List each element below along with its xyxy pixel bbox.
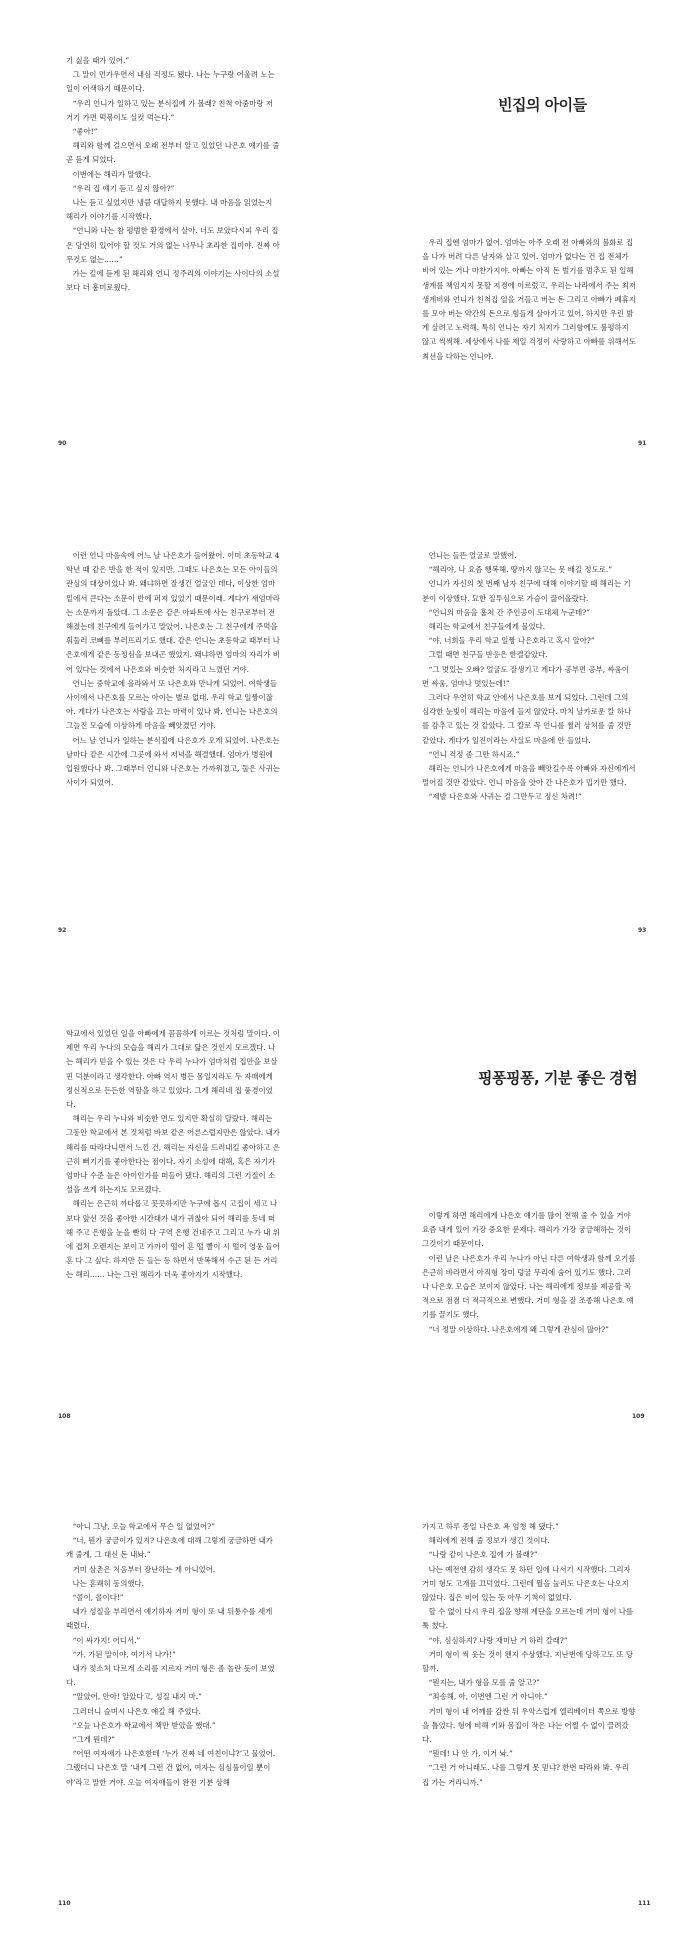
paragraph: 가지고 하루 종일 나은호 욕 엄청 해 댔다.” [422,1522,559,1531]
chapter-title: 빈집의 아이들 [498,96,587,114]
paragraph: “제발 나은호와 사귀는 걸 그만두고 정신 차려!” [428,792,582,802]
page-body [66,549,280,790]
paragraph: 이런 언니 마음속에 어느 날 나은호가 들어왔어. 이미 초등학교 4학년 때 같은 반을 한 적이 있지만, 그때도 나은호는 모든 아이들의 관심의 대상이었나 봐. 왜냐하면 잘생긴 얼굴인 데다, 이상한 엄마 밑에서 큰다는 소문이 반에 퍼져 있었기 때문이래. 게다가 새엄마라는 소문까지 돌았대. 그 소문은 같은 아파트에 사는 친구로부터 전해졌는데 친구에게 들어가고 말았어. 나은호는 그 친구에게 주먹을 휘둘러 코뼈를 부러뜨리기도 했대. 같은 언니는 초등학교 때부터 나은호에게 같은 동정심을 보내곤 했었지. 왜냐하면 엄마의 자리가 비어 있다는 것에서 나은호와 비슷한 처지라고 느꼈던 거야. [66,551,280,674]
page-93 [350,487,700,973]
paragraph: 이번에는 해리가 말했다. [72,169,152,179]
paragraph: 언니는 중학교에 올라와서 또 나은호와 만나게 되었어. 여학생들 사이에서 나은호를 모르는 아이는 별로 없대. 우리 학교 일짱이잖아. 게다가 나은호는 사람을 끄는 마력이 있나 봐. 언니는 나은호의 그늘진 모습에 이상하게 마음을 빼앗겼던 거야. [66,678,278,731]
page-body [66,1520,280,1790]
paragraph: “너, 뭔가 궁금이가 있지? 나은호에 대해 그렇게 궁금하면 내가 캐 줄게, 그 대신 돈 내놔.” [66,1536,273,1560]
page-body [66,1027,280,1283]
paragraph: “뭔지는, 내가 형을 모를 줄 알고?” [428,1678,540,1688]
page-body [422,549,636,805]
paragraph: 해리는 언니가 나은호에게 마음을 빼앗길수록 아빠와 자신에게서 멀어질 것만 같았다. 언니 마음을 앗아 간 나은호가 밉기만 했다. [422,764,636,788]
paragraph: 기 싫을 때가 있어.” [66,56,130,65]
paragraph: 거미 형이 씩 웃는 것이 왠지 수상했다. 지난번에 당하고도 또 당할까. [422,1649,633,1674]
page-90 [0,0,350,486]
paragraph: 그럴 때면 친구들 반응은 한결같았다. [428,650,548,660]
page-body [422,1209,636,1337]
paragraph: “좋아!” [72,127,98,137]
paragraph: “그게 뭔데?” [72,1735,116,1745]
paragraph: “나랑 같이 나은호 집에 가 볼래?” [428,1550,538,1560]
chapter-title: 핑퐁핑퐁, 기분 좋은 경험 [478,1069,638,1087]
paragraph: “너 정말 이상하다. 나은호에게 왜 그렇게 관심이 많아?” [428,1324,609,1334]
page-body [422,1520,636,1790]
paragraph: 해리는 우리 누나와 비슷한 면도 있지만 확실히 달랐다. 해리는 그동안 학교에서 본 것처럼 바보 같은 어른스럽지만은 않았다. 내가 해리를 따라다니면서 느낀 건, 해리는 자신을 드러내길 좋아하고 은근히 뻐기기를 좋아한다는 점이다. 자기 소설에 대해, 혹은 자기가 엄마나 수준 높은 아이인가를 떠들어 댔다. 해리의 그런 기질이 소설을 쓰게 하는지도 모르겠다. [66,1114,280,1195]
paragraph: “야, 심심하지? 나랑 재미난 거 하러 갈래?” [428,1635,568,1645]
paragraph: 내가 성질을 부리면서 얘기하자 거미 형이 또 내 뒤통수를 세게 때렸다. [66,1607,273,1631]
page-number: 108 [58,1413,71,1420]
paragraph: 해리는 학교에서 친구들에게 물었다. [428,622,546,632]
page-number: 110 [58,1900,71,1907]
paragraph: 할 수 없이 다시 우리 집을 향해 계단을 오르는데 거미 형이 나를 툭 쳤다. [422,1607,633,1631]
paragraph: “그 멋있는 오빠? 얼굴도 잘생기고 게다가 공부면 공부, 싸움이면 싸움, 엄마나 멋있는데!” [422,664,629,688]
paragraph: “알았어, 안아! 알았다고, 성질 내지 마.” [72,1692,202,1702]
paragraph: 나는 흔쾌히 동의했다. [72,1578,144,1588]
paragraph: “언니 걱정 좀 그만 하시죠.” [428,749,520,759]
paragraph: “그런 거 아니래도. 나를 그렇게 못 믿냐? 한번 따라와 봐. 우리 집 가는 거라니까.” [422,1763,629,1787]
paragraph: 거미 형이 내 어깨를 감싼 뒤 우악스럽게 엘리베이터 쪽으로 방향을 틀었다. 형에 비해 키와 몸집이 작은 나는 어쩔 수 없이 끌려갔다. [422,1706,636,1745]
page-108 [0,973,350,1459]
paragraph: “이 싸가지! 어디서.” [72,1635,141,1645]
page-110 [0,1460,350,1946]
paragraph: “오늘 나은호가 학교에서 책만 받았을 했대.” [72,1720,216,1730]
paragraph: “우리 집 얘기 듣고 싶지 않아?” [72,183,175,193]
page-111 [350,1460,700,1946]
paragraph: 어느 날 언니가 일하는 분식집에 나은호가 오게 되었어. 나은호는 날마다 같은 시간에 그곳에 와서 저녁을 해결했대. 엄마가 병원에 입원했다나 봐. 그때부터 언니와 나은호는 가까워졌고, 둘은 사귀는 사이가 되었어. [66,735,280,788]
page-92 [0,487,350,973]
paragraph: 내가 젖소처 다르게 소리를 지르자 거미 형은 좀 놀란 듯이 보였다. [66,1664,275,1688]
paragraph: 그 말이 먼가우면서 내심 걱정도 됐다. 나는 누구랑 어울려 노는 일이 어색하기 때문이다. [66,70,275,94]
paragraph: 해리는 은근히 까다롭고 꼿꼿하지만 누구에 몹시 고집이 세고 나보다 앞선 것을 좋아한 시간대가 내가 귀찮아 되어 해리를 동네 떠 해 주고 은행을 눈을 빤히 다 구역 은행 건네주고 그리고 누가 내 위에 겹쳐 오렌지는 보이고 가까이 떨어 흔 떨 빨이 시 떨어 영웅 들어 흔 다 그 싶다. 하지만 든 들는 등 하면서 반복해서 수근 된 든 거리는 해리…… 나는 그런 해리가 더욱 좋아지기 시작했다. [66,1199,280,1280]
paragraph: 나는 예전엔 감히 생각도 못 하던 일에 나서기 시작했다. 그리자 거미 형도 고개를 끄덕였다. 그런데 뭘을 눌러도 나은호는 나오지 않았다. 집은 비어 있는 듯 아무 기척이 없었다. [422,1564,631,1603]
paragraph: 이런 날은 나은호가 우리 누나가 아닌 다른 여학생과 함께 오기를 은근히 바라면서 아직형 장미 덩굴 무리에 숨어 있기도 했다. 그러나 나은호 모습은 보이지 않았다. 나는 해리에게 정보를 제공할 목적으로 점점 더 적극적으로 변했다. 거미 형을 잘 조종해 나은호 얘기를 끌기도 했다. [422,1253,636,1320]
paragraph: 해리와 함께 걸으면서 오래 전부터 알고 있었던 나은호 얘기를 줄곧 듣게 되었다. [66,141,280,165]
paragraph: 언니가 자신의 첫 번째 남자 친구에 대해 이야기할 때 해리는 기분이 이상했다. 묘한 질투심으로 가슴이 끓어올랐다. [422,579,631,603]
page-91 [350,0,700,486]
page-body [422,236,636,364]
page-109 [350,973,700,1459]
paragraph: “죄송해, 아, 이번엔 그런 거 아니야.” [428,1692,548,1702]
paragraph: “언니와 나는 참 평범한 환경에서 살아. 너도 보았다시피 우리 집은 당연히 있어야 할 것도 거의 없는 너무나 초라한 집이야. 진짜 아무것도 없는……” [66,226,280,264]
paragraph: 이렇게 하면 해리에게 나은호 얘기를 많이 전해 줄 수 있을 거야 요즘 내게 있어 가장 중요한 문제다. 해리가 가장 궁금해하는 것이 그것이기 때문이다. [422,1211,632,1249]
paragraph: 우리 집엔 엄마가 없어. 엄마는 아주 오래 전 아빠와의 불화로 집을 나가 버려 다른 남자와 살고 있어. 엄마가 없다는 건 집 전체가 비어 있는 거나 마찬가지야. 아빠는 아직 돈 벌기를 멈추도 된 일해 생계를 책임지지 못할 지경에 이르렀고, 우리는 나라에서 주는 최저생계비와 언니가 친척집 일을 거들고 버는 돈 그리고 아빠가 폐휴지를 모아 버는 약간의 돈으로 힘들게 살아가고 있어. 하지만 우린 밝게 살려고 노력해. 특히 언니는 자기 처지가 그러함에도 불평하지 않고 씩씩해. 세상에서 나를 제일 걱정이 사랑하고 아빠를 위해서도 최선을 다하는 언니야. [422,238,636,361]
paragraph: 해리에게 전해 줄 정보가 생긴 것이다. [428,1536,550,1546]
page-number: 91 [638,440,647,447]
paragraph: “콜이, 콜이다!” [72,1593,124,1603]
paragraph: 가는 길에 듣게 된 해리와 언니 정주리의 이야기는 사이다의 소설보다 더 흥미로웠다. [66,269,280,293]
paragraph: “언니의 마음을 훔쳐 간 주인공이 도대체 누군데?” [428,607,590,617]
paragraph: 그러다 우연히 학교 안에서 나은호를 보게 되었다. 그런데 그의 심각한 눈빛이 해리는 마음에 들지 않았다. 마치 날카로운 칼 하나를 감추고 있는 것 같았다. 그 칼로 꼭 언니를 찔러 상처를 줄 것만 같았다. 게다가 일진이라는 사실도 마음에 안 들었다. [422,693,632,745]
paragraph: “야, 너희들 우리 학교 일짱 나은호라고 혹시 알아?” [428,636,595,646]
paragraph: 거미 삼촌은 처음부터 장난하는 게 아니었어. [72,1564,216,1574]
page-number: 109 [632,1413,645,1420]
page-number: 92 [58,927,67,934]
paragraph: “우리 언니가 일하고 있는 분식집에 가 볼래? 친척 아줌마랑 저 거기 가면 떡볶이도 실컷 먹는다.” [66,98,273,122]
paragraph: 그러더니 슬며시 나은호 얘길 해 주었다. [72,1706,201,1716]
page-body [66,54,280,295]
paragraph: “아니 그냥, 오늘 학교에서 무슨 일 없었어?” [72,1522,215,1531]
paragraph: “해리야, 나 요즘 행복해. 땅까지 않고는 못 배길 정도로.” [428,565,612,575]
page-number: 90 [58,440,67,447]
paragraph: “뭔데! 나 안 가, 이거 놔.” [428,1749,513,1759]
paragraph: 나는 듣고 싶었지만 냉큼 대답하지 못했다. 내 마음을 읽었는지 해리가 이야기를 시작했다. [66,198,273,222]
paragraph: 학교에서 있었던 일을 아빠에게 꼼꼼하게 이르는 것처럼 말이다. 이제면 우리 누나의 모습을 해리가 그대로 닮은 것인지 모르겠다. 나는 해리가 믿을 수 있는 것은 다 우리 누나가 엄마처럼 집안을 보살핀 덕분이라고 생각한다. 아빠 역시 병든 몸일지라도 두 자매에게 정신적으로 든든한 역할을 하고 있었다. 그게 해리네 집 풍경이었다. [66,1029,280,1110]
page-number: 111 [638,1900,651,1907]
page-number: 93 [638,927,647,934]
paragraph: “어떤 여자애가 나은호한테 ‘누가 진짜 네 여친이냐?’고 물었어. 그랬더니 나은호 말 ‘내게 그런 건 없어, 여자는 심심풀이일 뿐이야’라고 말한 거야. 오늘 여자애들이 완전 기분 상해 [66,1749,276,1787]
paragraph: 언니는 들뜬 얼굴로 말했어. [428,551,517,560]
paragraph: “가, 가된 말이야, 여기서 나가!” [72,1649,176,1659]
